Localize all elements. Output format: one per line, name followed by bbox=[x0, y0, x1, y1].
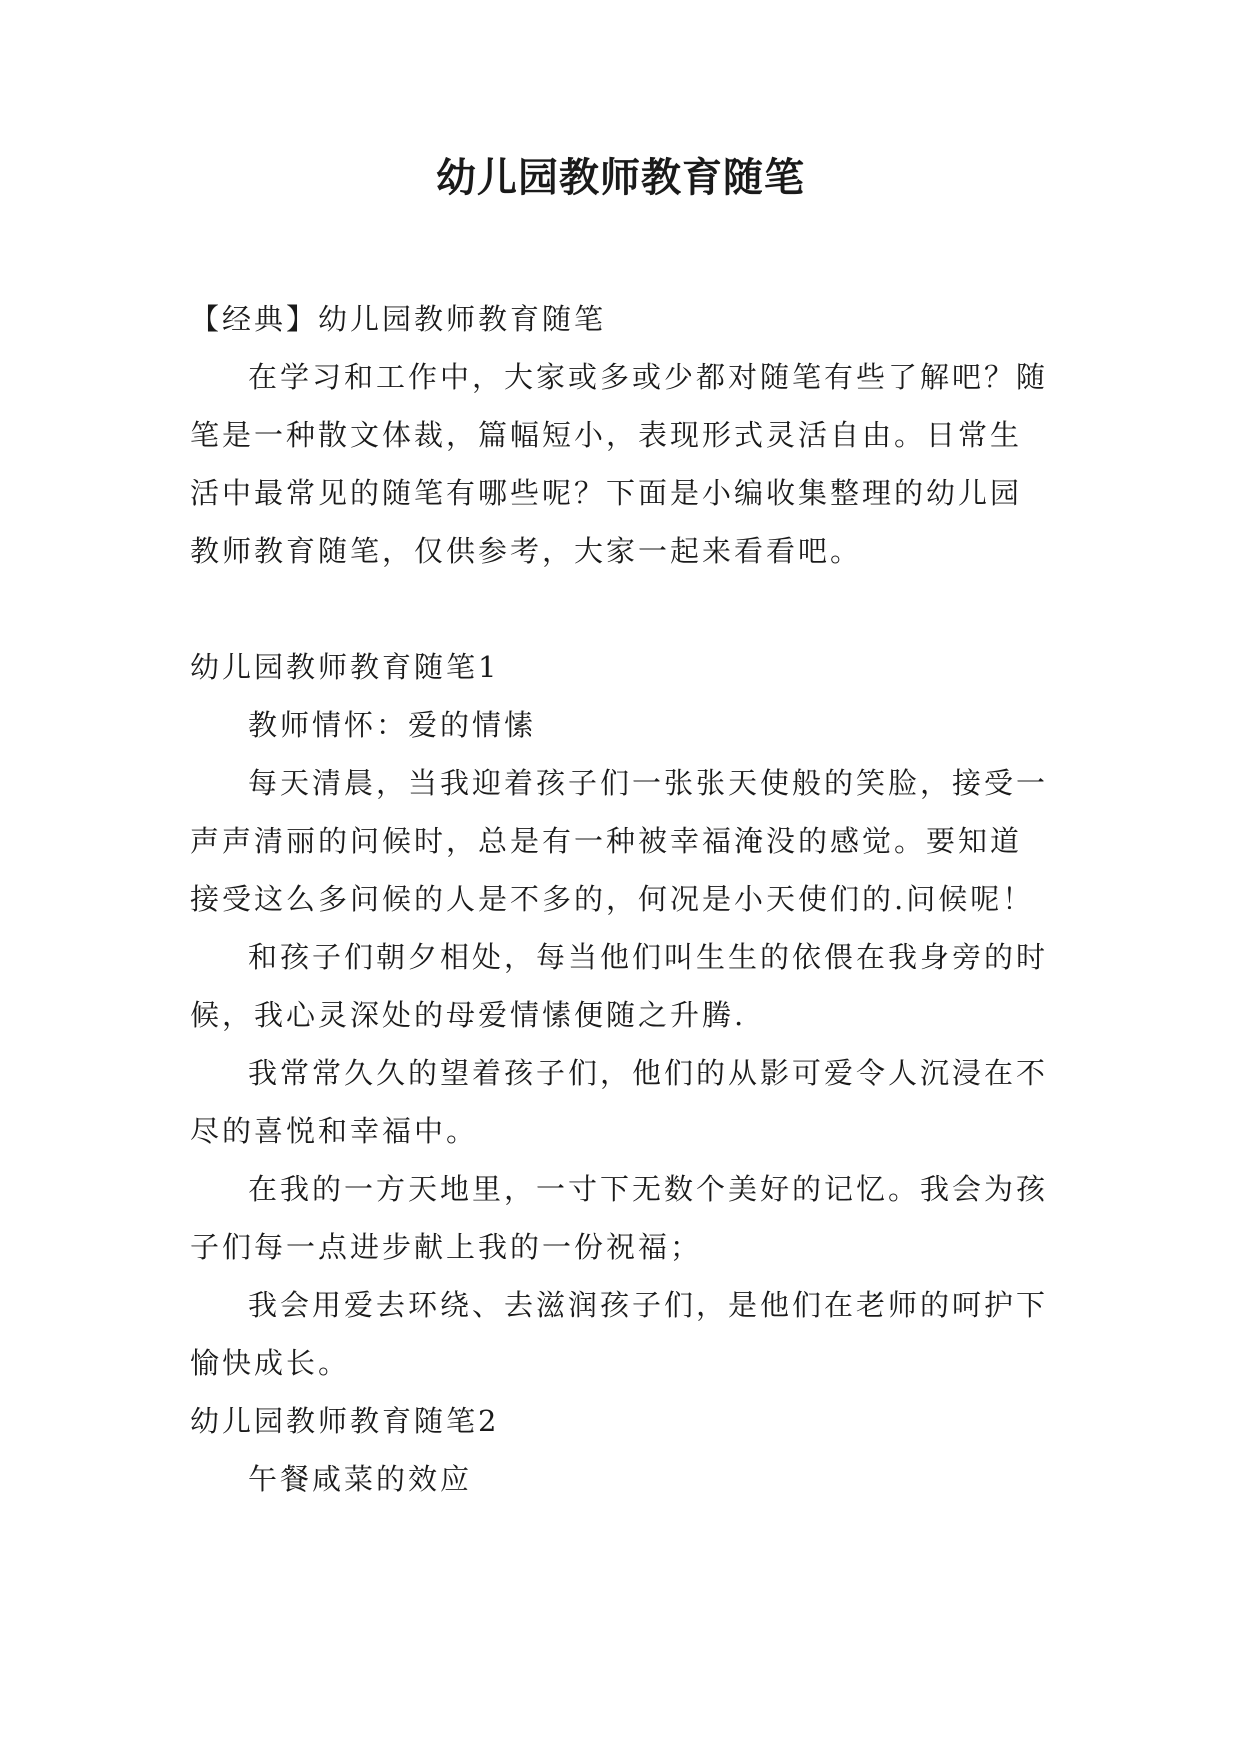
document-body bbox=[190, 290, 1050, 1508]
section-1-paragraph: 在我的一方天地里，一寸下无数个美好的记忆。我会为孩子们每一点进步献上我的一份祝福； bbox=[190, 1172, 1049, 1264]
document-subtitle: 【经典】幼儿园教师教育随笔 bbox=[190, 302, 607, 336]
section-1-paragraph: 我会用爱去环绕、去滋润孩子们，是他们在老师的呵护下愉快成长。 bbox=[190, 1288, 1049, 1380]
section-1-heading: 幼儿园教师教育随笔1 bbox=[190, 650, 500, 684]
section-1-paragraph: 和孩子们朝夕相处，每当他们叫生生的依偎在我身旁的时候，我心灵深处的母爱情愫便随之升腾. bbox=[190, 940, 1049, 1032]
document-title: 幼儿园教师教育随笔 bbox=[436, 155, 805, 201]
section-1-topic: 教师情怀：爱的情愫 bbox=[248, 708, 537, 742]
section-2-heading: 幼儿园教师教育随笔2 bbox=[190, 1404, 500, 1438]
section-2-topic: 午餐咸菜的效应 bbox=[248, 1462, 473, 1496]
section-1-paragraph: 我常常久久的望着孩子们，他们的从影可爱令人沉浸在不尽的喜悦和幸福中。 bbox=[190, 1056, 1049, 1148]
section-1-paragraph: 每天清晨，当我迎着孩子们一张张天使般的笑脸，接受一声声清丽的问候时，总是有一种被幸福淹没的感觉。要知道接受这么多问候的人是不多的，何况是小天使们的.问候呢！ bbox=[190, 766, 1049, 916]
intro-paragraph: 在学习和工作中，大家或多或少都对随笔有些了解吧？随笔是一种散文体裁，篇幅短小，表现形式灵活自由。日常生活中最常见的随笔有哪些呢？下面是小编收集整理的幼儿园教师教育随笔，仅供参考，大家一起来看看吧。 bbox=[190, 360, 1049, 568]
spacer bbox=[190, 580, 1050, 638]
